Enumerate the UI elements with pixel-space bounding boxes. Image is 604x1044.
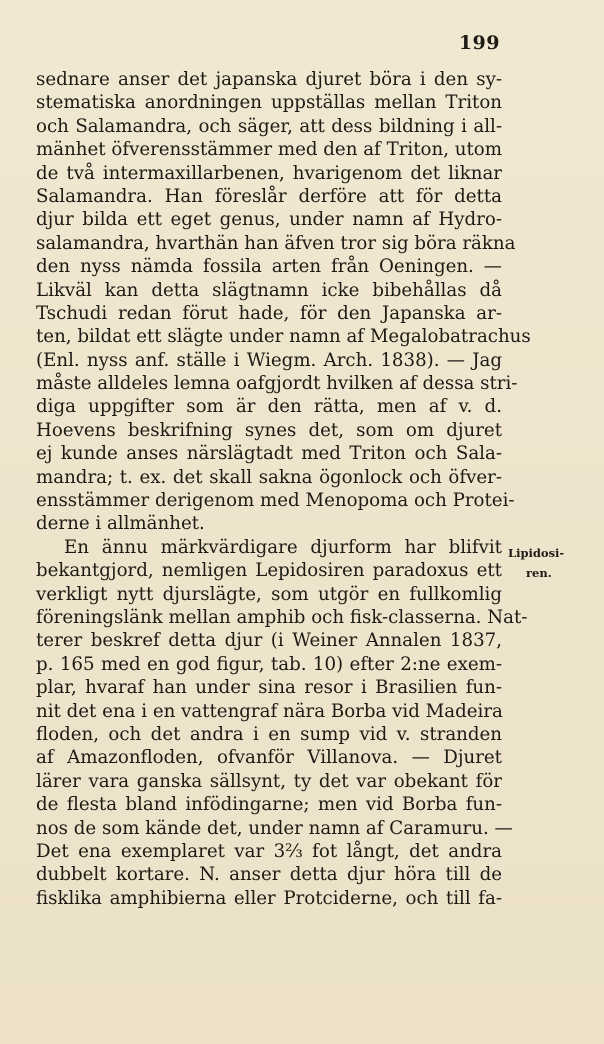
text-line: salamandra, hvarthän han äfven tror sig böra räkna <box>36 232 516 254</box>
text-line: nos de som kände det, under namn af Caramuru. — <box>36 817 513 839</box>
text-line: verkligt nytt djurslägte, som utgör en fullkomlig <box>36 583 502 605</box>
text-line: fisklika amphibierna eller Protciderne, och till fa- <box>36 887 502 909</box>
text-line: Likväl kan detta slägtnamn icke bibehållas då <box>36 279 502 301</box>
text-line: de flesta bland infödingarne; men vid Borba fun- <box>36 794 502 816</box>
text-line: mänhet öfverensstämmer med den af Triton, utom <box>36 139 502 161</box>
text-line: terer beskref detta djur (i Weiner Annalen 1837, <box>36 630 502 652</box>
text-line: ten, bildat ett slägte under namn af Megalobatrachus <box>36 326 531 348</box>
text-line: nit det ena i en vattengraf nära Borba vid Madeira <box>36 700 503 722</box>
page-number: 199 <box>458 32 500 54</box>
text-line: stematiska anordningen uppställas mellan Triton <box>36 92 502 114</box>
text-line: sednare anser det japanska djuret böra i den sy- <box>36 69 502 90</box>
margin-note-line: ren. <box>526 566 552 580</box>
text-line: Hoevens beskrifning synes det, som om djuret <box>36 419 502 441</box>
body-text <box>36 68 531 910</box>
text-line: diga uppgifter som är den rätta, men af v. d. <box>36 396 502 418</box>
text-line: dubbelt kortare. N. anser detta djur höra till de <box>36 864 502 886</box>
text-line: floden, och det andra i en sump vid v. stranden <box>36 723 502 745</box>
text-line: måste alldeles lemna oafgjordt hvilken af dessa stri- <box>36 373 518 395</box>
text-line: Tschudi redan förut hade, för den Japanska ar- <box>36 302 502 324</box>
text-line: föreningslänk mellan amphib och fisk-classerna. Nat- <box>36 606 528 628</box>
text-line: lärer vara ganska sällsynt, ty det var obekant för <box>36 770 502 792</box>
text-line: bekantgjord, nemligen Lepidosiren paradoxus ett <box>36 560 502 582</box>
text-line: af Amazonfloden, ofvanför Villanova. — Djuret <box>36 747 502 769</box>
text-line: de två intermaxillarbenen, hvarigenom det liknar <box>36 162 502 184</box>
text-line: Det ena exemplaret var 3⅔ fot långt, det andra <box>36 840 502 862</box>
text-line: plar, hvaraf han under sina resor i Brasilien fun- <box>36 677 502 699</box>
text-line: En ännu märkvärdigare djurform har blifvit <box>64 536 502 558</box>
margin-note-line: Lipidosi- <box>508 546 565 560</box>
text-line: (Enl. nyss anf. ställe i Wiegm. Arch. 1838). — Jag <box>36 349 502 371</box>
text-line: derne i allmänhet. <box>36 513 205 535</box>
text-line: p. 165 med en god figur, tab. 10) efter 2:ne exem- <box>36 653 502 675</box>
text-line: den nyss nämda fossila arten från Oeningen. — <box>36 256 502 278</box>
text-line: ensstämmer derigenom med Menopoma och Protei- <box>36 490 515 512</box>
text-line: mandra; t. ex. det skall sakna ögonlock och öfver- <box>36 466 502 488</box>
margin-note <box>508 543 568 583</box>
text-line: ej kunde anses närslägtadt med Triton och Sala- <box>36 443 502 465</box>
text-line: djur bilda ett eget genus, under namn af Hydro- <box>36 209 502 231</box>
text-line: och Salamandra, och säger, att dess bildning i all- <box>36 115 502 137</box>
text-line: Salamandra. Han föreslår derföre att för detta <box>36 185 502 207</box>
